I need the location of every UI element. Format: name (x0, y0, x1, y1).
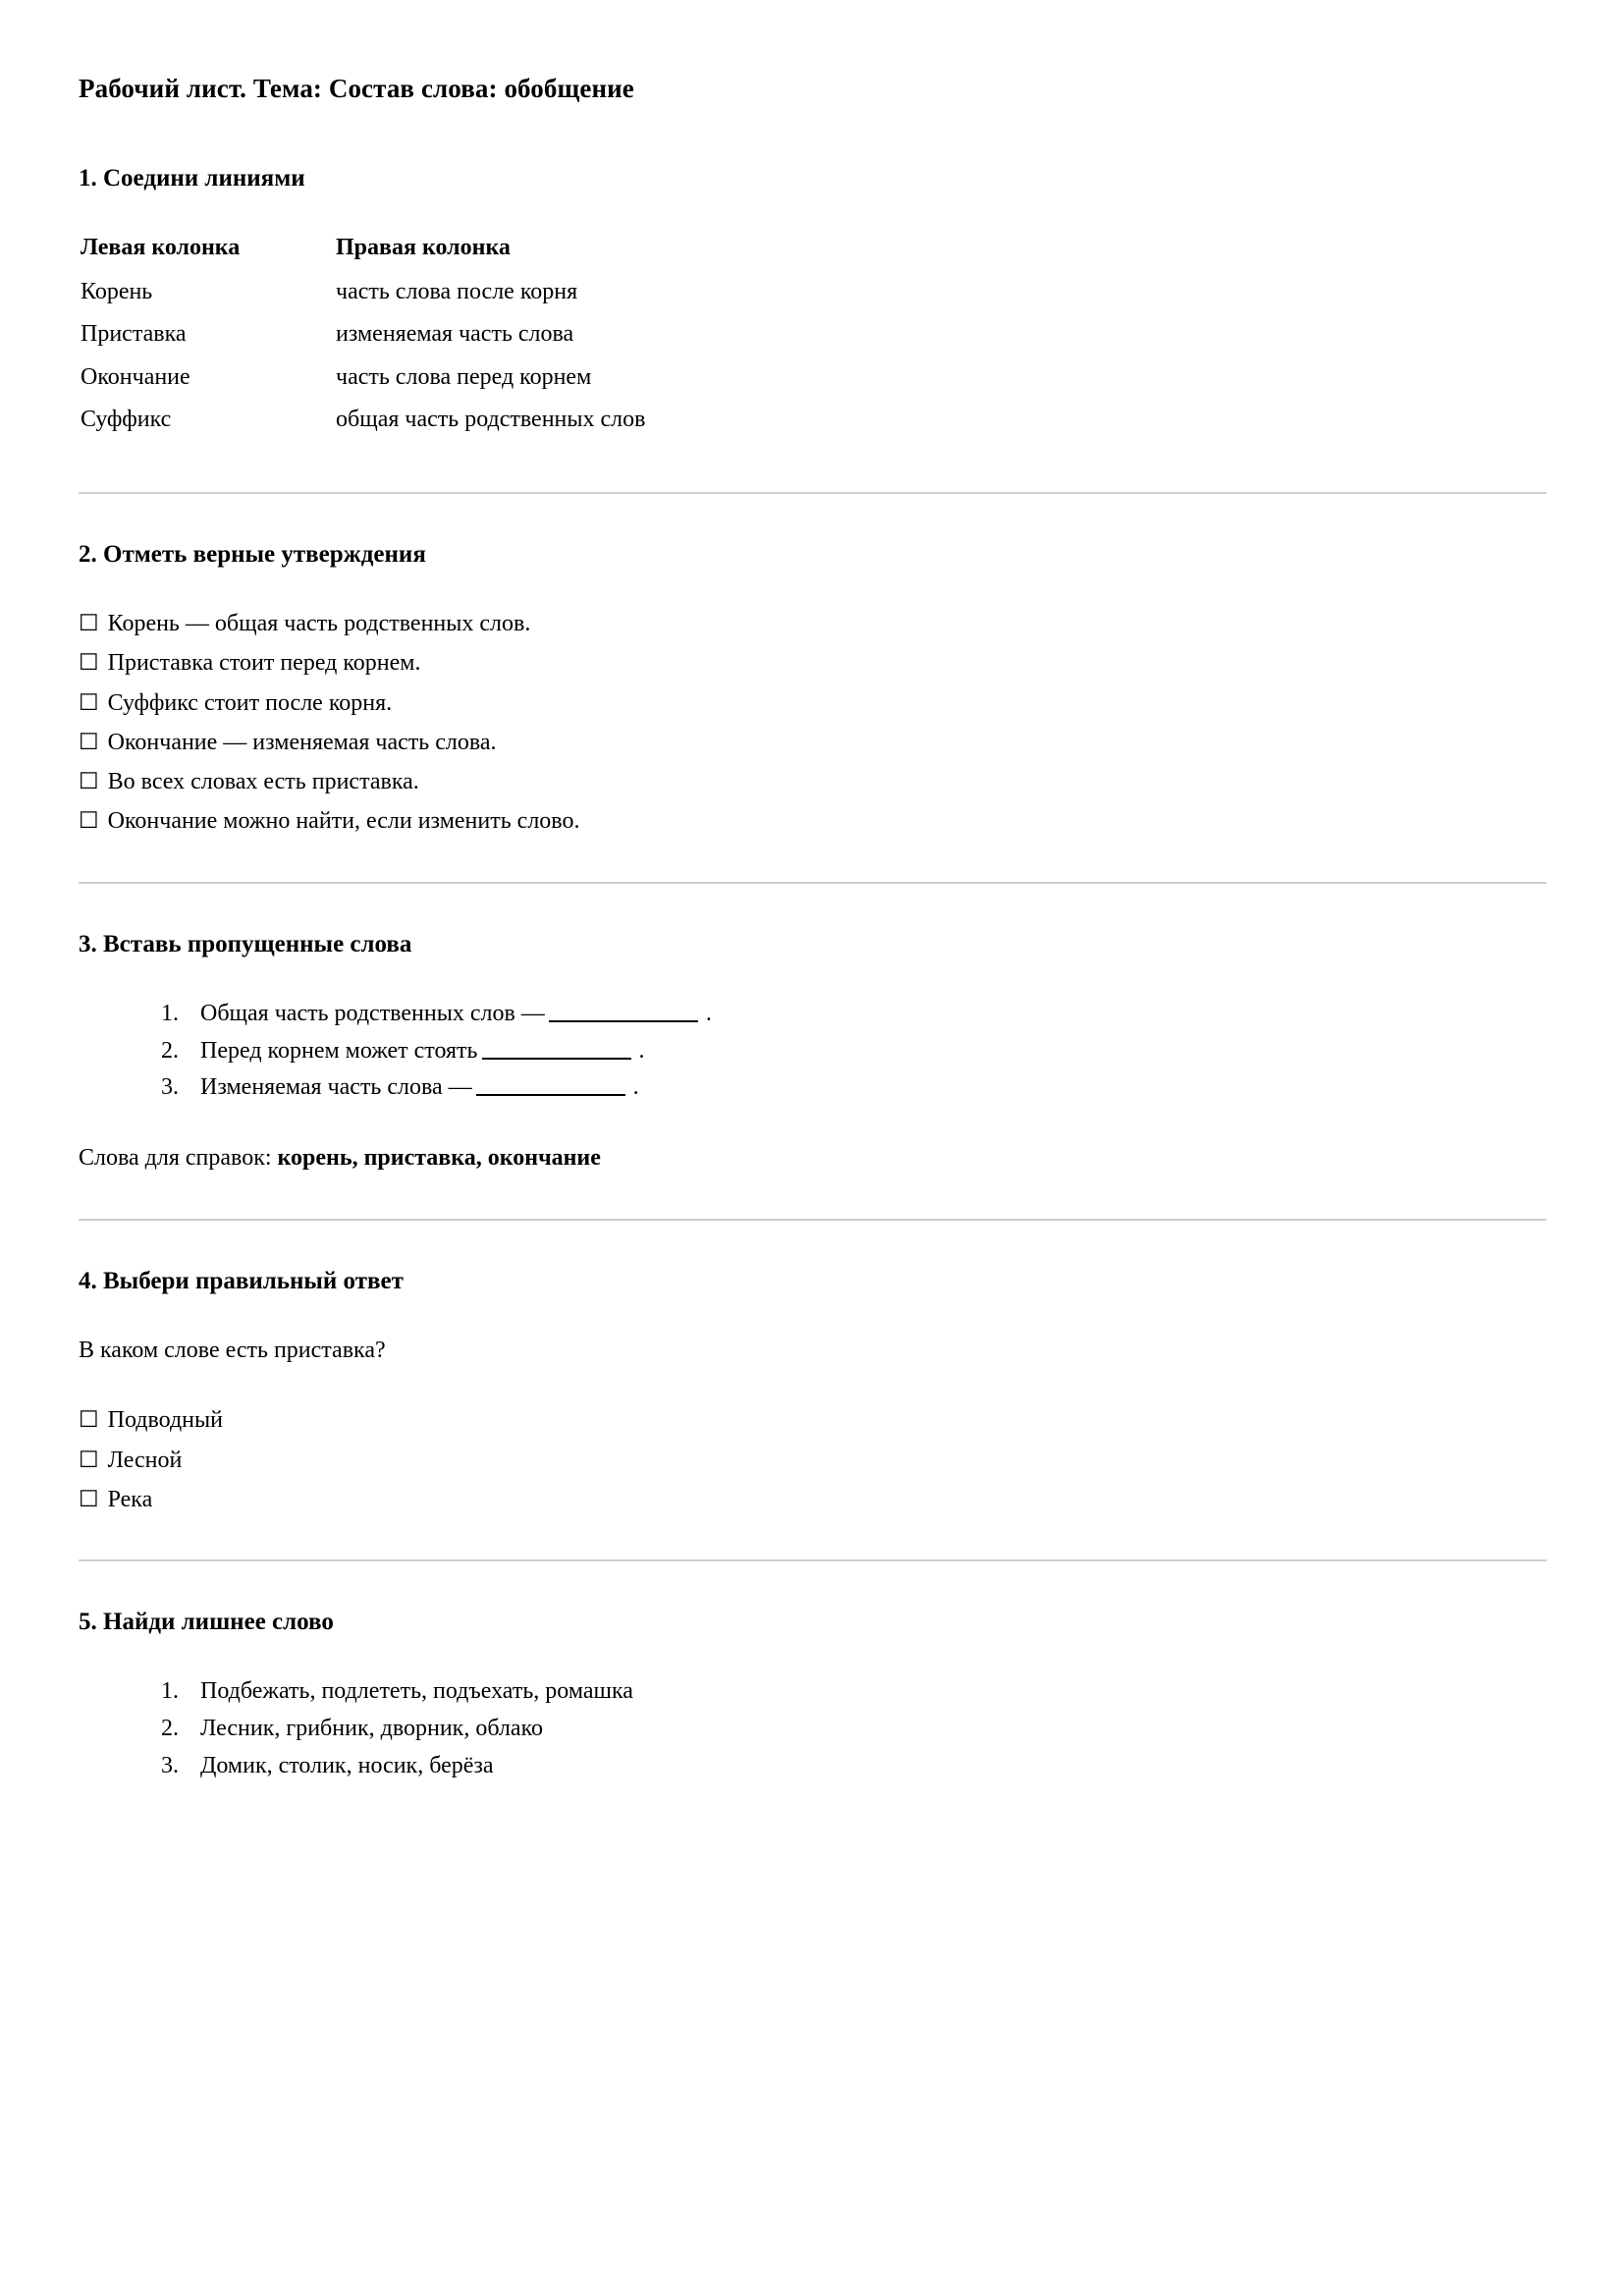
table-row (81, 362, 645, 405)
statement-text: Во всех словах есть приставка. (107, 769, 419, 795)
section-true-statements (79, 539, 1546, 837)
list-item[interactable] (79, 767, 1546, 796)
section-4-heading: 4. Выбери правильный ответ (79, 1268, 404, 1295)
list-item[interactable] (79, 806, 1546, 836)
section-divider (79, 1559, 1546, 1561)
section-divider (79, 1219, 1546, 1221)
option-label: Река (107, 1486, 153, 1512)
option-label: Подводный (107, 1407, 223, 1434)
checkbox-icon[interactable]: ☐ (79, 689, 99, 715)
statement-text: Суффикс стоит после корня. (107, 689, 393, 716)
list-item[interactable] (79, 688, 1546, 718)
table-row (81, 319, 645, 361)
checkbox-icon[interactable]: ☐ (79, 1447, 99, 1472)
reference-words-line (79, 1143, 1546, 1174)
match-term[interactable]: Приставка (81, 321, 187, 348)
section-divider (79, 882, 1546, 884)
checkbox-icon[interactable]: ☐ (79, 808, 99, 834)
blank-prompt-text: Изменяемая часть слова — (200, 1074, 472, 1101)
list-item (185, 1072, 1546, 1104)
blank-input[interactable] (549, 1001, 698, 1022)
list-item[interactable]: 3. Домик, столик, носик, берёза (185, 1751, 1546, 1782)
statement-text: Приставка стоит перед корнем. (107, 650, 421, 677)
list-item[interactable] (79, 609, 1546, 638)
odd-word-list (79, 1676, 1546, 1781)
column-header-left: Левая колонка (81, 235, 241, 260)
statement-text: Окончание можно найти, если изменить слово. (107, 808, 580, 835)
list-item (185, 999, 1546, 1030)
checkbox-icon[interactable]: ☐ (79, 1407, 99, 1433)
matching-table (81, 233, 645, 447)
table-row (81, 405, 645, 447)
match-definition[interactable]: общая часть родственных слов (336, 406, 646, 432)
section-odd-one-out (79, 1607, 1546, 1781)
statement-checkbox-list (79, 609, 1546, 836)
page-title: Рабочий лист. Тема: Состав слова: обобщение (79, 74, 634, 103)
list-item[interactable]: 1. Подбежать, подлететь, подъехать, ромашка (185, 1676, 1546, 1708)
checkbox-icon[interactable]: ☐ (79, 769, 99, 794)
reference-label: Слова для справок: (79, 1144, 272, 1171)
column-header-right: Правая колонка (336, 235, 511, 260)
list-item[interactable] (79, 1485, 1546, 1514)
question-text: В каком слове есть приставка? (79, 1338, 386, 1364)
option-label: Лесной (107, 1447, 183, 1473)
checkbox-icon[interactable]: ☐ (79, 729, 99, 754)
blank-input[interactable] (482, 1038, 631, 1060)
match-term[interactable]: Суффикс (81, 406, 172, 432)
list-item[interactable] (79, 648, 1546, 678)
match-definition[interactable]: часть слова перед корнем (336, 363, 592, 390)
checkbox-icon[interactable]: ☐ (79, 611, 99, 636)
section-divider (79, 492, 1546, 494)
blank-trailing-punctuation: . (632, 1074, 639, 1101)
reference-words: корень, приставка, окончание (277, 1144, 601, 1171)
blank-trailing-punctuation: . (705, 1000, 712, 1026)
section-multiple-choice (79, 1266, 1546, 1514)
section-1-heading: 1. Соедини линиями (79, 164, 305, 191)
match-term[interactable]: Окончание (81, 363, 190, 390)
match-definition[interactable]: часть слова после корня (336, 279, 578, 305)
list-item[interactable]: 2. Лесник, грибник, дворник, облако (185, 1714, 1546, 1745)
checkbox-icon[interactable]: ☐ (79, 650, 99, 676)
statement-text: Корень — общая часть родственных слов. (107, 611, 531, 637)
list-item[interactable] (79, 1405, 1546, 1435)
match-term[interactable]: Корень (81, 279, 153, 305)
section-3-heading: 3. Вставь пропущенные слова (79, 930, 412, 957)
list-item (185, 1036, 1546, 1067)
section-match (79, 163, 1546, 447)
fill-blank-list (79, 999, 1546, 1104)
statement-text: Окончание — изменяемая часть слова. (107, 729, 497, 755)
list-item[interactable] (79, 1446, 1546, 1475)
checkbox-icon[interactable]: ☐ (79, 1486, 99, 1511)
answer-option-list (79, 1405, 1546, 1514)
section-2-heading: 2. Отметь верные утверждения (79, 540, 426, 568)
blank-prompt-text: Перед корнем может стоять (200, 1037, 478, 1064)
blank-prompt-text: Общая часть родственных слов — (200, 1000, 545, 1026)
list-item[interactable] (79, 728, 1546, 757)
blank-trailing-punctuation: . (638, 1037, 645, 1064)
blank-input[interactable] (476, 1074, 625, 1096)
section-5-heading: 5. Найди лишнее слово (79, 1609, 334, 1636)
table-header-row (81, 233, 645, 277)
section-fill-blanks (79, 929, 1546, 1174)
table-row (81, 277, 645, 319)
match-definition[interactable]: изменяемая часть слова (336, 321, 574, 348)
